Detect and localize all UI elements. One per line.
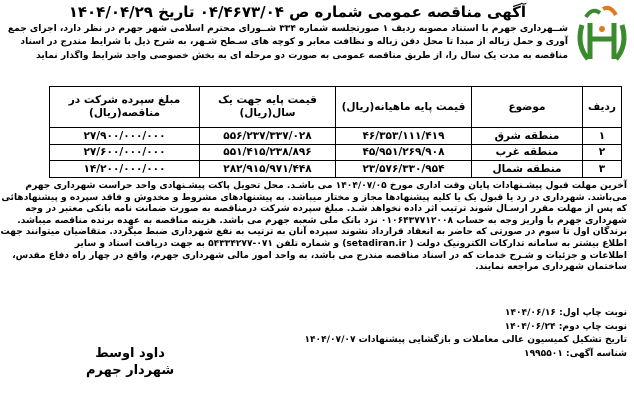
- cell-deposit: ۲۷/۹۰۰/۰۰۰/۰۰۰: [50, 128, 200, 145]
- body-line: شهرداری جهرم یا واریز وجه به حساب ۰۱۰۶۴۳۷۷۱۲۰۰۸ نزد بانک ملی شعبه جهرم می باشد. هزینه مناقصه به عهده برنده مناقصه میباشد.: [17, 215, 627, 226]
- cell-monthly: ۲۳/۵۷۶/۳۳۰/۹۵۴: [336, 161, 472, 178]
- notice-intro: [7, 23, 568, 63]
- table-row: [50, 144, 622, 161]
- body-line: ساختمان شهرداری مراجعه نمایند.: [475, 262, 627, 273]
- cell-radif: ۳: [583, 161, 622, 178]
- print-date-second: نوبت چاپ دوم: ۱۴۰۴/۰۶/۲۴: [504, 321, 627, 332]
- header-radif: ردیف: [583, 87, 622, 128]
- cell-radif: ۱: [583, 128, 622, 145]
- header-mowzou: موضوع: [472, 87, 583, 128]
- tender-table: [49, 86, 622, 178]
- cell-yearly: ۲۸۲/۹۱۵/۹۷۱/۴۴۸: [200, 161, 336, 178]
- intro-line: شــهرداری جهرم با استناد مصوبه ردیف ۱ صورتجلسه شماره ۳۳۴ شــورای محترم اسلامی شهر جهرم در نظر دارد، اجرای جمع: [7, 24, 568, 34]
- body-line: اطلاعات و جزئیات و شـرح خدمات که در اسناد مناقصه مندرج می باشد، به واحد امور مالی شهرداری جهرم، واقع در چهار راه دفاع مقدس،: [12, 250, 627, 261]
- cell-monthly: ۴۵/۹۵۱/۲۶۹/۹۰۸: [336, 144, 472, 161]
- header-yearly-price: [200, 87, 336, 128]
- cell-deposit: ۲۷/۶۰۰/۰۰۰/۰۰۰: [50, 144, 200, 161]
- notice-meta: [304, 307, 627, 361]
- header-deposit-line2: مناقصه(ریال): [89, 107, 160, 119]
- cell-mowzou: منطقه غرب: [472, 144, 583, 161]
- body-line: که پس از مهلت مقرر ارسـال شوند ترتیب اثر داده نخواهد شـد. مبلغ سپرده شرکت درمناقصه به صورت ضمانت نامه بانکی معتبر در وجه: [25, 204, 627, 215]
- signatory-name: داود اوسط: [95, 346, 165, 361]
- notice-body: [0, 181, 627, 274]
- header-yearly-line2: سال(ریال): [239, 107, 296, 119]
- header-deposit: [50, 87, 200, 128]
- notice-id: شناسه آگهی: ۱۹۹۵۵۰۱: [524, 348, 627, 359]
- cell-mowzou: منطقه شرق: [472, 128, 583, 145]
- cell-mowzou: منطقه شمال: [472, 161, 583, 178]
- intro-line: آوری و حمل زباله از مبدا تا محل دفن زباله و نظافت معابر و کوچه های سـطح شـهر، به شرح ذیل با شرایط مندرج در اسناد: [20, 37, 568, 48]
- table-row: [50, 161, 622, 178]
- header-monthly-price: قیمت پایه ماهیانه(ریال): [336, 87, 472, 128]
- header-yearly-line1: قیمت پایه جهت یک: [218, 94, 317, 106]
- jahrom-municipality-logo: [572, 3, 632, 81]
- body-line: می‌باشد. شهرداری در رد یا قبول یک یا کلیه پیشنهادها مجاز و مختار میباشد. به پیشنهادهای مشروط و مخدوش و فاقد سپرده و پیشنهادهائی: [1, 192, 627, 203]
- commission-date: تاریخ تشکیل کمیسیون عالی معاملات و بازگشایی پیشنهادات ۱۴۰۴/۰۷/۰۷: [304, 335, 627, 346]
- cell-deposit: ۱۴/۲۰۰/۰۰۰/۰۰۰: [50, 161, 200, 178]
- signature-block: [86, 345, 174, 379]
- print-date-first: نوبت چاپ اول: ۱۴۰۴/۰۶/۱۶: [504, 308, 627, 318]
- table-row: [50, 128, 622, 145]
- body-line: برندگان اول تا سوم در صورتی که حاضر به انعقاد قرارداد نشوند سپرده آنان به ترتیب به نفع شهرداری ضبط میگردد. متقاضیان میتوانند جهت: [0, 227, 627, 238]
- cell-monthly: ۴۶/۳۵۳/۱۱۱/۴۱۹: [336, 128, 472, 145]
- intro-line: مناقصه به مدت یک سال را، از طریق مناقصه عمومی به صورت دو مرحله ای به بخش خصوصی واجد شرایط واگذار نماید: [36, 50, 568, 61]
- header-deposit-line1: مبلغ سپرده شرکت در: [68, 94, 181, 106]
- table-header-row: [50, 87, 622, 128]
- cell-radif: ۲: [583, 144, 622, 161]
- cell-yearly: ۵۵۶/۲۳۷/۳۳۷/۰۲۸: [200, 128, 336, 145]
- cell-yearly: ۵۵۱/۴۱۵/۲۳۸/۸۹۶: [200, 144, 336, 161]
- signatory-position: شهردار جهرم: [86, 363, 175, 378]
- body-line: آخرین مهلت قبول پیشـنهادات پایان وقت اداری مورخ ۱۴۰۴/۰۷/۰۵ می باشـد. محل تحویل پاکت پیشـنهادی واحد حراست شهرداری جهرم: [25, 181, 627, 191]
- body-line: اطلاع بیشتر به سامانه تدارکات الکترونیک دولت ( setadiran.ir) و شماره تلفن ۰۷۱-۵۴۳۳۴۲۷۷ به جهت دریافت اسناد و سایر: [74, 238, 627, 249]
- notice-title: آگهی مناقصه عمومی شماره ص ۰۴/۴۶۷۳/۰۴ تاریخ ۱۴۰۴/۰۴/۲۹: [68, 3, 526, 21]
